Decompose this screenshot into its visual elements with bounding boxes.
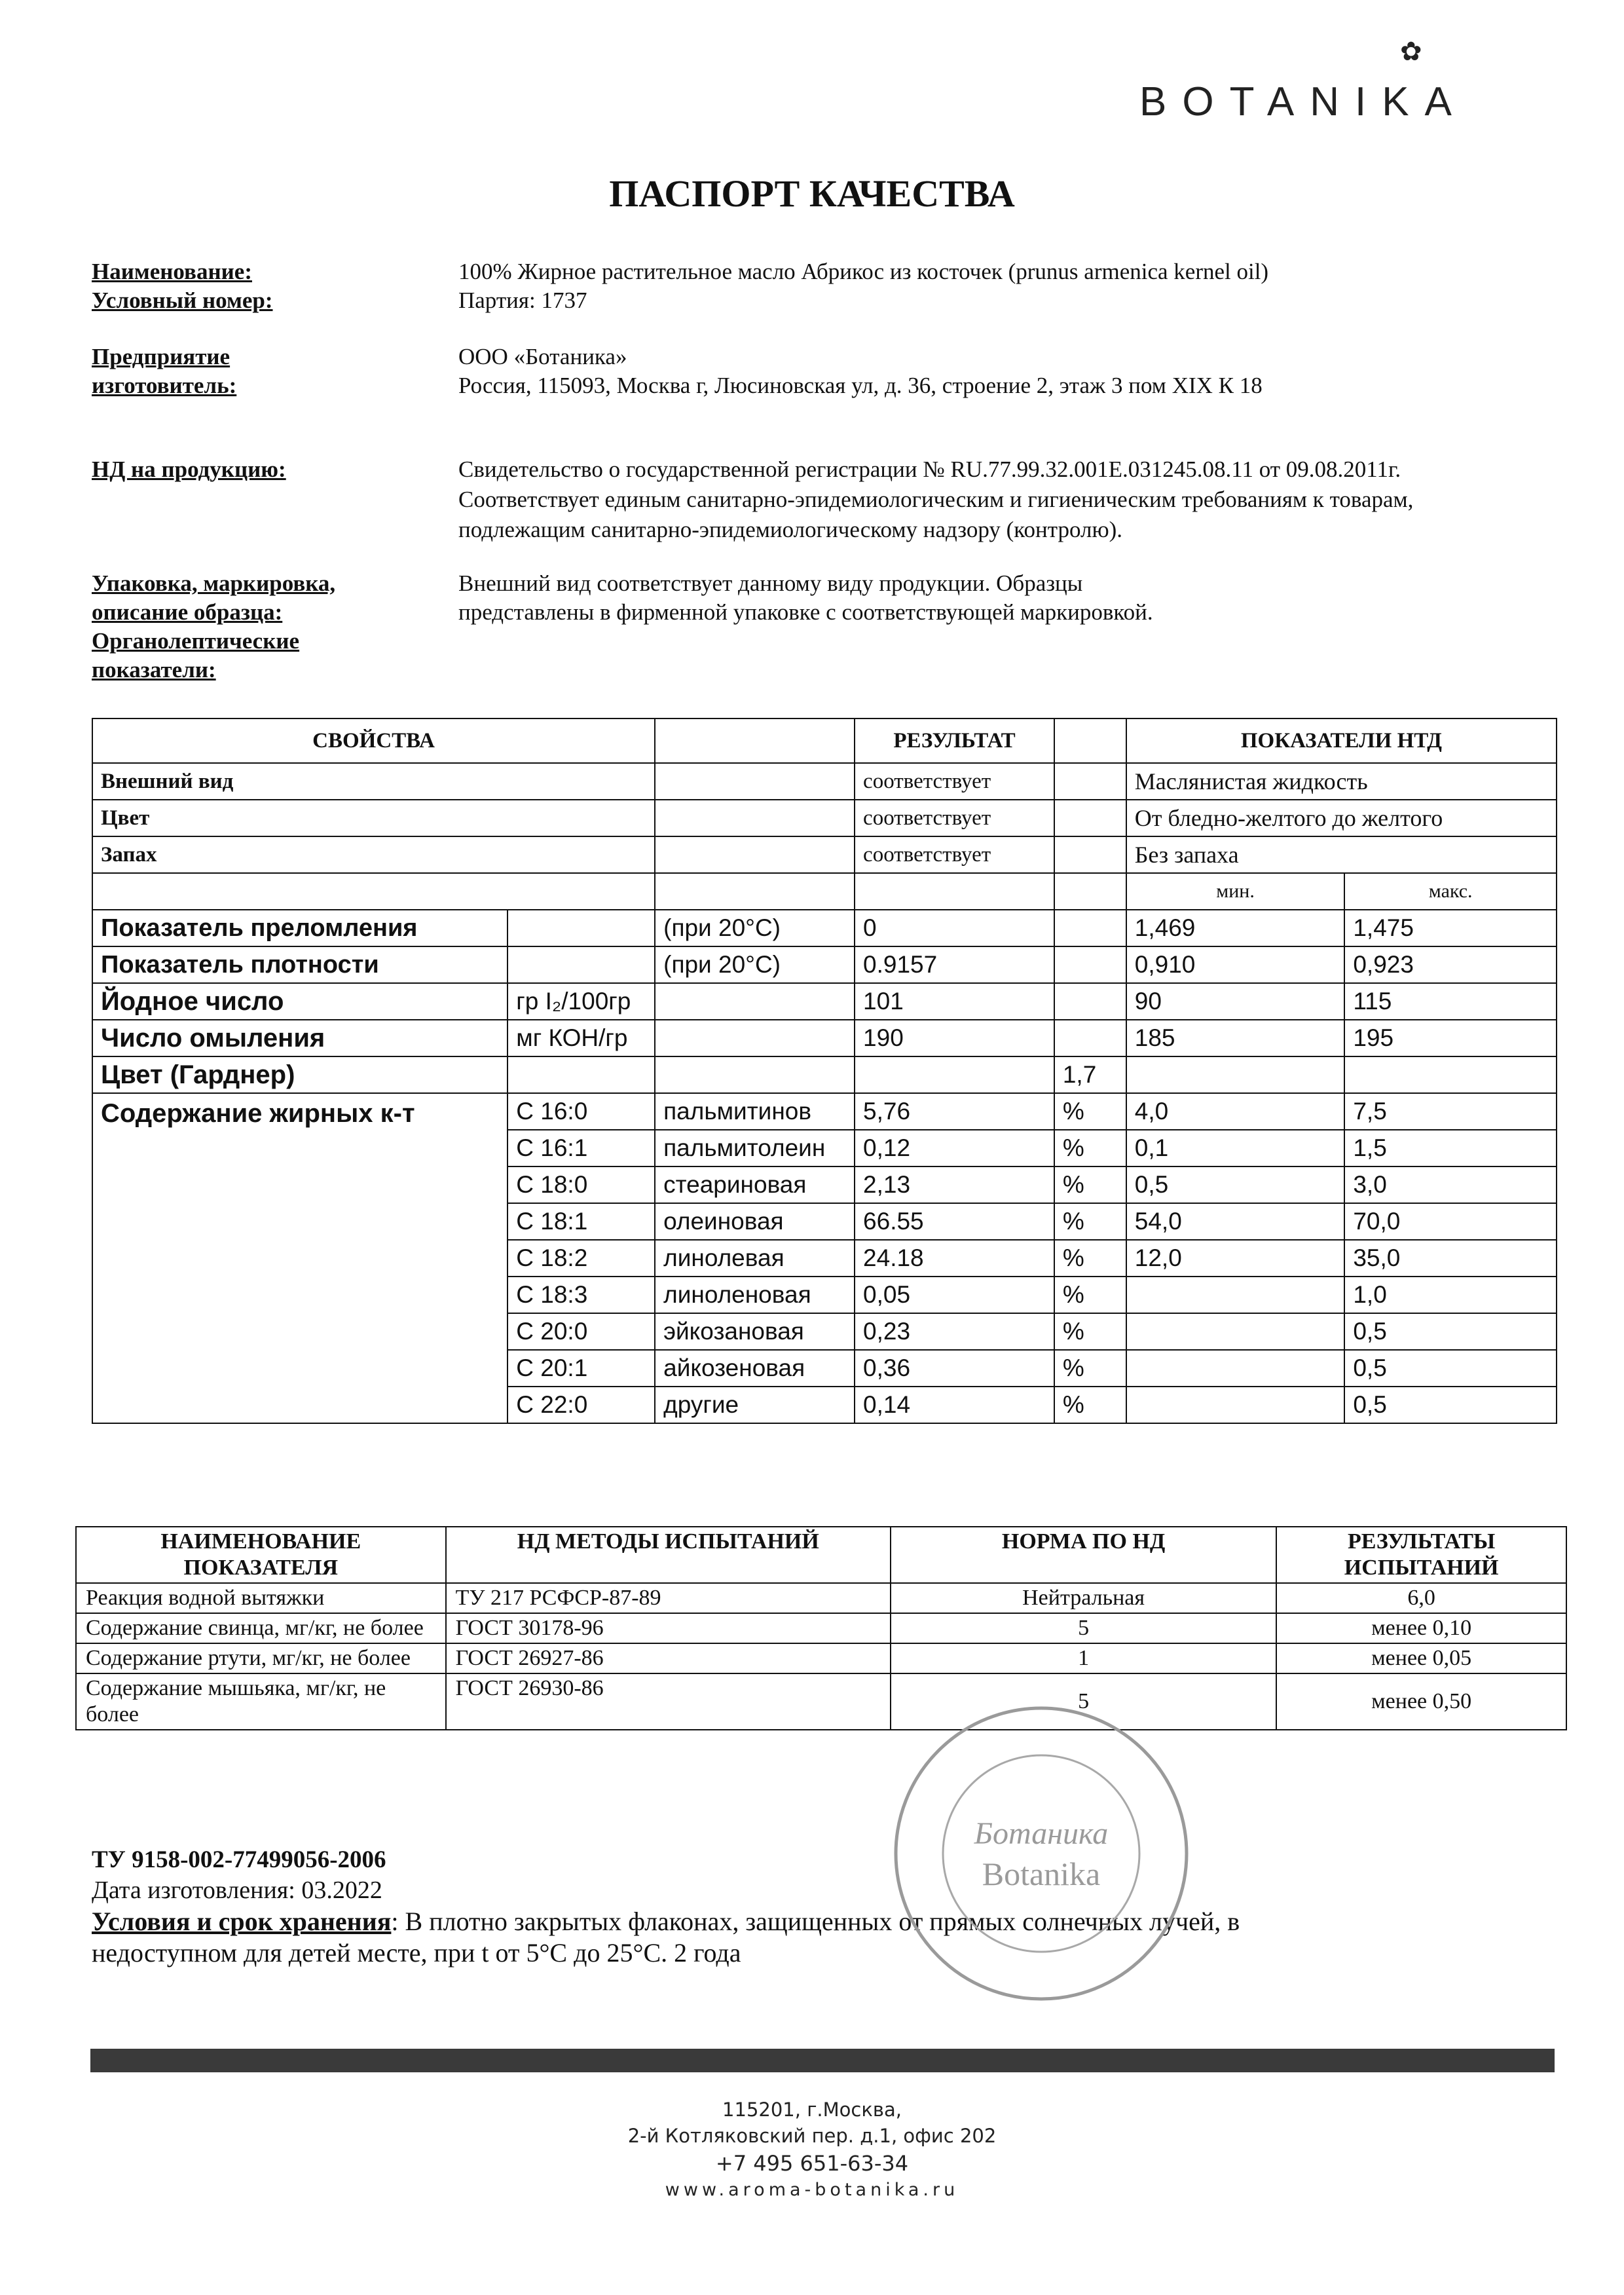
- physchem-unit: [507, 946, 655, 983]
- fa-value: 0,14: [855, 1387, 1054, 1423]
- table-row: [92, 983, 1557, 1020]
- fa-unit: %: [1054, 1166, 1126, 1203]
- fa-value: 0,23: [855, 1313, 1054, 1350]
- prop-name: Запах: [92, 836, 655, 873]
- fa-code: С 16:0: [507, 1093, 655, 1130]
- address-line-1: 115201, г.Москва,: [722, 2099, 902, 2121]
- test-norm: 5: [891, 1613, 1276, 1643]
- fa-code: С 16:1: [507, 1130, 655, 1166]
- header-indicator-line1: НАИМЕНОВАНИЕ: [160, 1529, 361, 1554]
- stamp-name-en: Botanika: [982, 1856, 1101, 1892]
- table-row: [92, 800, 1557, 836]
- fa-value: 66.55: [855, 1203, 1054, 1240]
- info-value-registration: Свидетельство о государственной регистрации № RU.77.99.32.001Е.031245.08.11 от 09.08.2011г.: [458, 457, 1401, 482]
- prop-name: Цвет: [92, 800, 655, 836]
- header-norm: НОРМА ПО НД: [891, 1527, 1276, 1583]
- physchem-unit: [507, 910, 655, 946]
- info-label-packaging-1: Упаковка, маркировка,: [92, 570, 336, 596]
- website: www.aroma-botanika.ru: [665, 2180, 959, 2200]
- info-value-compliance-1: Соответствует единым санитарно-эпидемиологическим и гигиеническим требованиям к товарам,: [458, 487, 1414, 512]
- document-title: ПАСПОРТ КАЧЕСТВА: [609, 172, 1015, 215]
- info-label-name: Наименование:: [92, 259, 252, 284]
- fa-max: 1,0: [1344, 1277, 1557, 1313]
- physchem-unit: мг КОН/гр: [507, 1020, 655, 1056]
- table-row: [76, 1673, 1566, 1730]
- fa-min: 54,0: [1126, 1203, 1345, 1240]
- fa-max: 0,5: [1344, 1387, 1557, 1423]
- info-value-manufacturer: ООО «Ботаника»: [458, 344, 627, 369]
- test-name: Содержание мышьяка, мг/кг, не более: [76, 1673, 446, 1730]
- info-label-organoleptic-1: Органолептические: [92, 628, 300, 654]
- info-label-packaging-2: описание образца:: [92, 599, 283, 625]
- tests-table: [75, 1526, 1567, 1730]
- stamp-name-ru: Ботаника: [974, 1816, 1109, 1851]
- header-props: СВОЙСТВА: [92, 718, 655, 763]
- minmax-row: [92, 873, 1557, 910]
- fa-name: линолевая: [655, 1240, 855, 1277]
- fa-min: 0,5: [1126, 1166, 1345, 1203]
- tu-number: ТУ 9158-002-77499056-2006: [92, 1846, 386, 1873]
- phone: +7 495 651-63-34: [715, 2151, 909, 2176]
- prop-ntd: Без запаха: [1126, 836, 1557, 873]
- table-header-row: [76, 1527, 1566, 1583]
- info-value-packaging-1: Внешний вид соответствует данному виду продукции. Образцы: [458, 570, 1083, 596]
- fa-unit: %: [1054, 1203, 1126, 1240]
- fa-code: С 20:0: [507, 1313, 655, 1350]
- fa-unit: %: [1054, 1240, 1126, 1277]
- physchem-max: 0,923: [1344, 946, 1557, 983]
- fa-min: 4,0: [1126, 1093, 1345, 1130]
- footer-divider-bar: [90, 2049, 1555, 2072]
- header-min: мин.: [1126, 873, 1345, 910]
- fa-value: 24.18: [855, 1240, 1054, 1277]
- fa-unit: %: [1054, 1387, 1126, 1423]
- storage-text-1: : В плотно закрытых флаконах, защищенных от прямых солнечных лучей, в: [391, 1907, 1240, 1936]
- fa-max: 70,0: [1344, 1203, 1557, 1240]
- test-norm: 5: [891, 1673, 1276, 1730]
- fa-code: С 20:1: [507, 1350, 655, 1387]
- physchem-max: 195: [1344, 1020, 1557, 1056]
- test-norm: 1: [891, 1643, 1276, 1673]
- production-date-label: Дата изготовления:: [92, 1876, 295, 1904]
- header-max: макс.: [1344, 873, 1557, 910]
- info-label-manufacturer-2: изготовитель:: [92, 373, 237, 398]
- fa-unit: %: [1054, 1350, 1126, 1387]
- info-value-name: 100% Жирное растительное масло Абрикос из косточек (prunus armenica kernel oil): [458, 259, 1269, 284]
- physchem-result: 0: [855, 910, 1054, 946]
- prop-name: Внешний вид: [92, 763, 655, 800]
- fa-name: другие: [655, 1387, 855, 1423]
- header-results: [1276, 1527, 1566, 1583]
- test-name: Содержание ртути, мг/кг, не более: [76, 1643, 446, 1673]
- fa-max: 7,5: [1344, 1093, 1557, 1130]
- info-label-number: Условный номер:: [92, 288, 273, 313]
- physchem-name: Число омыления: [92, 1020, 507, 1056]
- info-value-packaging-2: представлены в фирменной упаковке с соответствующей маркировкой.: [458, 599, 1153, 625]
- test-result: менее 0,10: [1276, 1613, 1566, 1643]
- table-row: [92, 1056, 1557, 1093]
- physchem-name: Цвет (Гарднер): [92, 1056, 507, 1093]
- test-method: ГОСТ 26930-86: [446, 1673, 891, 1730]
- fa-value: 5,76: [855, 1093, 1054, 1130]
- prop-result: соответствует: [855, 800, 1054, 836]
- address-line-2: 2-й Котляковский пер. д.1, офис 202: [627, 2125, 997, 2147]
- physchem-unit: гр I₂/100гр: [507, 983, 655, 1020]
- fa-code: С 22:0: [507, 1387, 655, 1423]
- fa-unit: %: [1054, 1093, 1126, 1130]
- physchem-pct: 1,7: [1054, 1056, 1126, 1093]
- physchem-min: 0,910: [1126, 946, 1345, 983]
- physchem-cond: (при 20°С): [655, 910, 855, 946]
- physchem-min: 185: [1126, 1020, 1345, 1056]
- production-date-value: 03.2022: [301, 1876, 382, 1904]
- fa-unit: %: [1054, 1313, 1126, 1350]
- fatty-acids-title: Содержание жирных к-т: [92, 1093, 507, 1423]
- physchem-max: 1,475: [1344, 910, 1557, 946]
- physchem-min: 1,469: [1126, 910, 1345, 946]
- test-result: менее 0,05: [1276, 1643, 1566, 1673]
- flower-logo-icon: ✿: [1400, 37, 1422, 67]
- fa-value: 0,05: [855, 1277, 1054, 1313]
- fa-min: [1126, 1277, 1345, 1313]
- table-row: [76, 1643, 1566, 1673]
- physchem-unit: [507, 1056, 655, 1093]
- test-method: ГОСТ 26927-86: [446, 1643, 891, 1673]
- fa-code: С 18:3: [507, 1277, 655, 1313]
- fa-min: 0,1: [1126, 1130, 1345, 1166]
- fa-name: олеиновая: [655, 1203, 855, 1240]
- physchem-cond: (при 20°С): [655, 946, 855, 983]
- storage-label: Условия и срок хранения: [92, 1907, 392, 1936]
- table-header-row: [92, 718, 1557, 763]
- table-row: [92, 763, 1557, 800]
- header-results-line2: ИСПЫТАНИЙ: [1344, 1556, 1499, 1580]
- company-logo: BOTANIKA: [1139, 79, 1467, 124]
- info-value-compliance-2: подлежащим санитарно-эпидемиологическому надзору (контролю).: [458, 517, 1123, 542]
- physchem-max: 115: [1344, 983, 1557, 1020]
- physchem-cond: [655, 983, 855, 1020]
- header-method: НД МЕТОДЫ ИСПЫТАНИЙ: [446, 1527, 891, 1583]
- physchem-cond: [655, 1020, 855, 1056]
- prop-result: соответствует: [855, 763, 1054, 800]
- fa-code: С 18:2: [507, 1240, 655, 1277]
- header-indicator-line2: ПОКАЗАТЕЛЯ: [183, 1556, 339, 1580]
- physchem-name: Показатель плотности: [92, 946, 507, 983]
- header-indicator: [76, 1527, 446, 1583]
- fa-max: 0,5: [1344, 1350, 1557, 1387]
- test-method: ТУ 217 РСФСР-87-89: [446, 1583, 891, 1613]
- test-name: Реакция водной вытяжки: [76, 1583, 446, 1613]
- fa-name: пальмитинов: [655, 1093, 855, 1130]
- fa-max: 3,0: [1344, 1166, 1557, 1203]
- physchem-result: [855, 1056, 1054, 1093]
- fa-min: [1126, 1313, 1345, 1350]
- fa-name: эйкозановая: [655, 1313, 855, 1350]
- production-date: [92, 1876, 382, 1905]
- fa-name: линоленовая: [655, 1277, 855, 1313]
- fa-unit: %: [1054, 1277, 1126, 1313]
- header-ntd: ПОКАЗАТЕЛИ НТД: [1126, 718, 1557, 763]
- info-label-organoleptic-2: показатели:: [92, 657, 216, 682]
- physchem-result: 101: [855, 983, 1054, 1020]
- fa-name: стеариновая: [655, 1166, 855, 1203]
- fa-unit: %: [1054, 1130, 1126, 1166]
- fa-name: пальмитолеин: [655, 1130, 855, 1166]
- physchem-name: Йодное число: [92, 983, 507, 1020]
- header-result: РЕЗУЛЬТАТ: [855, 718, 1054, 763]
- info-label-nd: НД на продукцию:: [92, 457, 286, 482]
- fa-min: [1126, 1350, 1345, 1387]
- properties-table: [92, 718, 1557, 1424]
- fa-value: 0,12: [855, 1130, 1054, 1166]
- test-name: Содержание свинца, мг/кг, не более: [76, 1613, 446, 1643]
- test-norm: Нейтральная: [891, 1583, 1276, 1613]
- fa-min: [1126, 1387, 1345, 1423]
- fa-max: 1,5: [1344, 1130, 1557, 1166]
- table-row: [92, 946, 1557, 983]
- physchem-result: 190: [855, 1020, 1054, 1056]
- table-row: [92, 836, 1557, 873]
- fa-max: 0,5: [1344, 1313, 1557, 1350]
- fa-code: С 18:0: [507, 1166, 655, 1203]
- physchem-pct: [1054, 946, 1126, 983]
- test-result: 6,0: [1276, 1583, 1566, 1613]
- prop-ntd: От бледно-желтого до желтого: [1126, 800, 1557, 836]
- table-row: [92, 910, 1557, 946]
- physchem-min: [1126, 1056, 1345, 1093]
- table-row: [76, 1613, 1566, 1643]
- header-results-line1: РЕЗУЛЬТАТЫ: [1347, 1529, 1496, 1554]
- storage-text-2: недоступном для детей месте, при t от 5°С до 25°С. 2 года: [92, 1938, 741, 1968]
- fa-min: 12,0: [1126, 1240, 1345, 1277]
- physchem-pct: [1054, 910, 1126, 946]
- info-value-number: Партия: 1737: [458, 288, 587, 313]
- fa-max: 35,0: [1344, 1240, 1557, 1277]
- physchem-name: Показатель преломления: [92, 910, 507, 946]
- company-stamp: [891, 1703, 1192, 2004]
- physchem-min: 90: [1126, 983, 1345, 1020]
- physchem-result: 0.9157: [855, 946, 1054, 983]
- fa-value: 0,36: [855, 1350, 1054, 1387]
- table-row: [92, 1093, 1557, 1130]
- info-value-address: Россия, 115093, Москва г, Люсиновская ул, д. 36, строение 2, этаж 3 пом XIX К 18: [458, 373, 1263, 398]
- physchem-pct: [1054, 1020, 1126, 1056]
- table-row: [76, 1583, 1566, 1613]
- physchem-pct: [1054, 983, 1126, 1020]
- physchem-cond: [655, 1056, 855, 1093]
- fa-code: С 18:1: [507, 1203, 655, 1240]
- prop-result: соответствует: [855, 836, 1054, 873]
- fa-value: 2,13: [855, 1166, 1054, 1203]
- storage-conditions: [92, 1907, 1559, 1936]
- test-method: ГОСТ 30178-96: [446, 1613, 891, 1643]
- prop-ntd: Маслянистая жидкость: [1126, 763, 1557, 800]
- table-row: [92, 1020, 1557, 1056]
- physchem-max: [1344, 1056, 1557, 1093]
- info-label-manufacturer-1: Предприятие: [92, 344, 231, 369]
- fa-name: айкозеновая: [655, 1350, 855, 1387]
- test-result: менее 0,50: [1276, 1673, 1566, 1730]
